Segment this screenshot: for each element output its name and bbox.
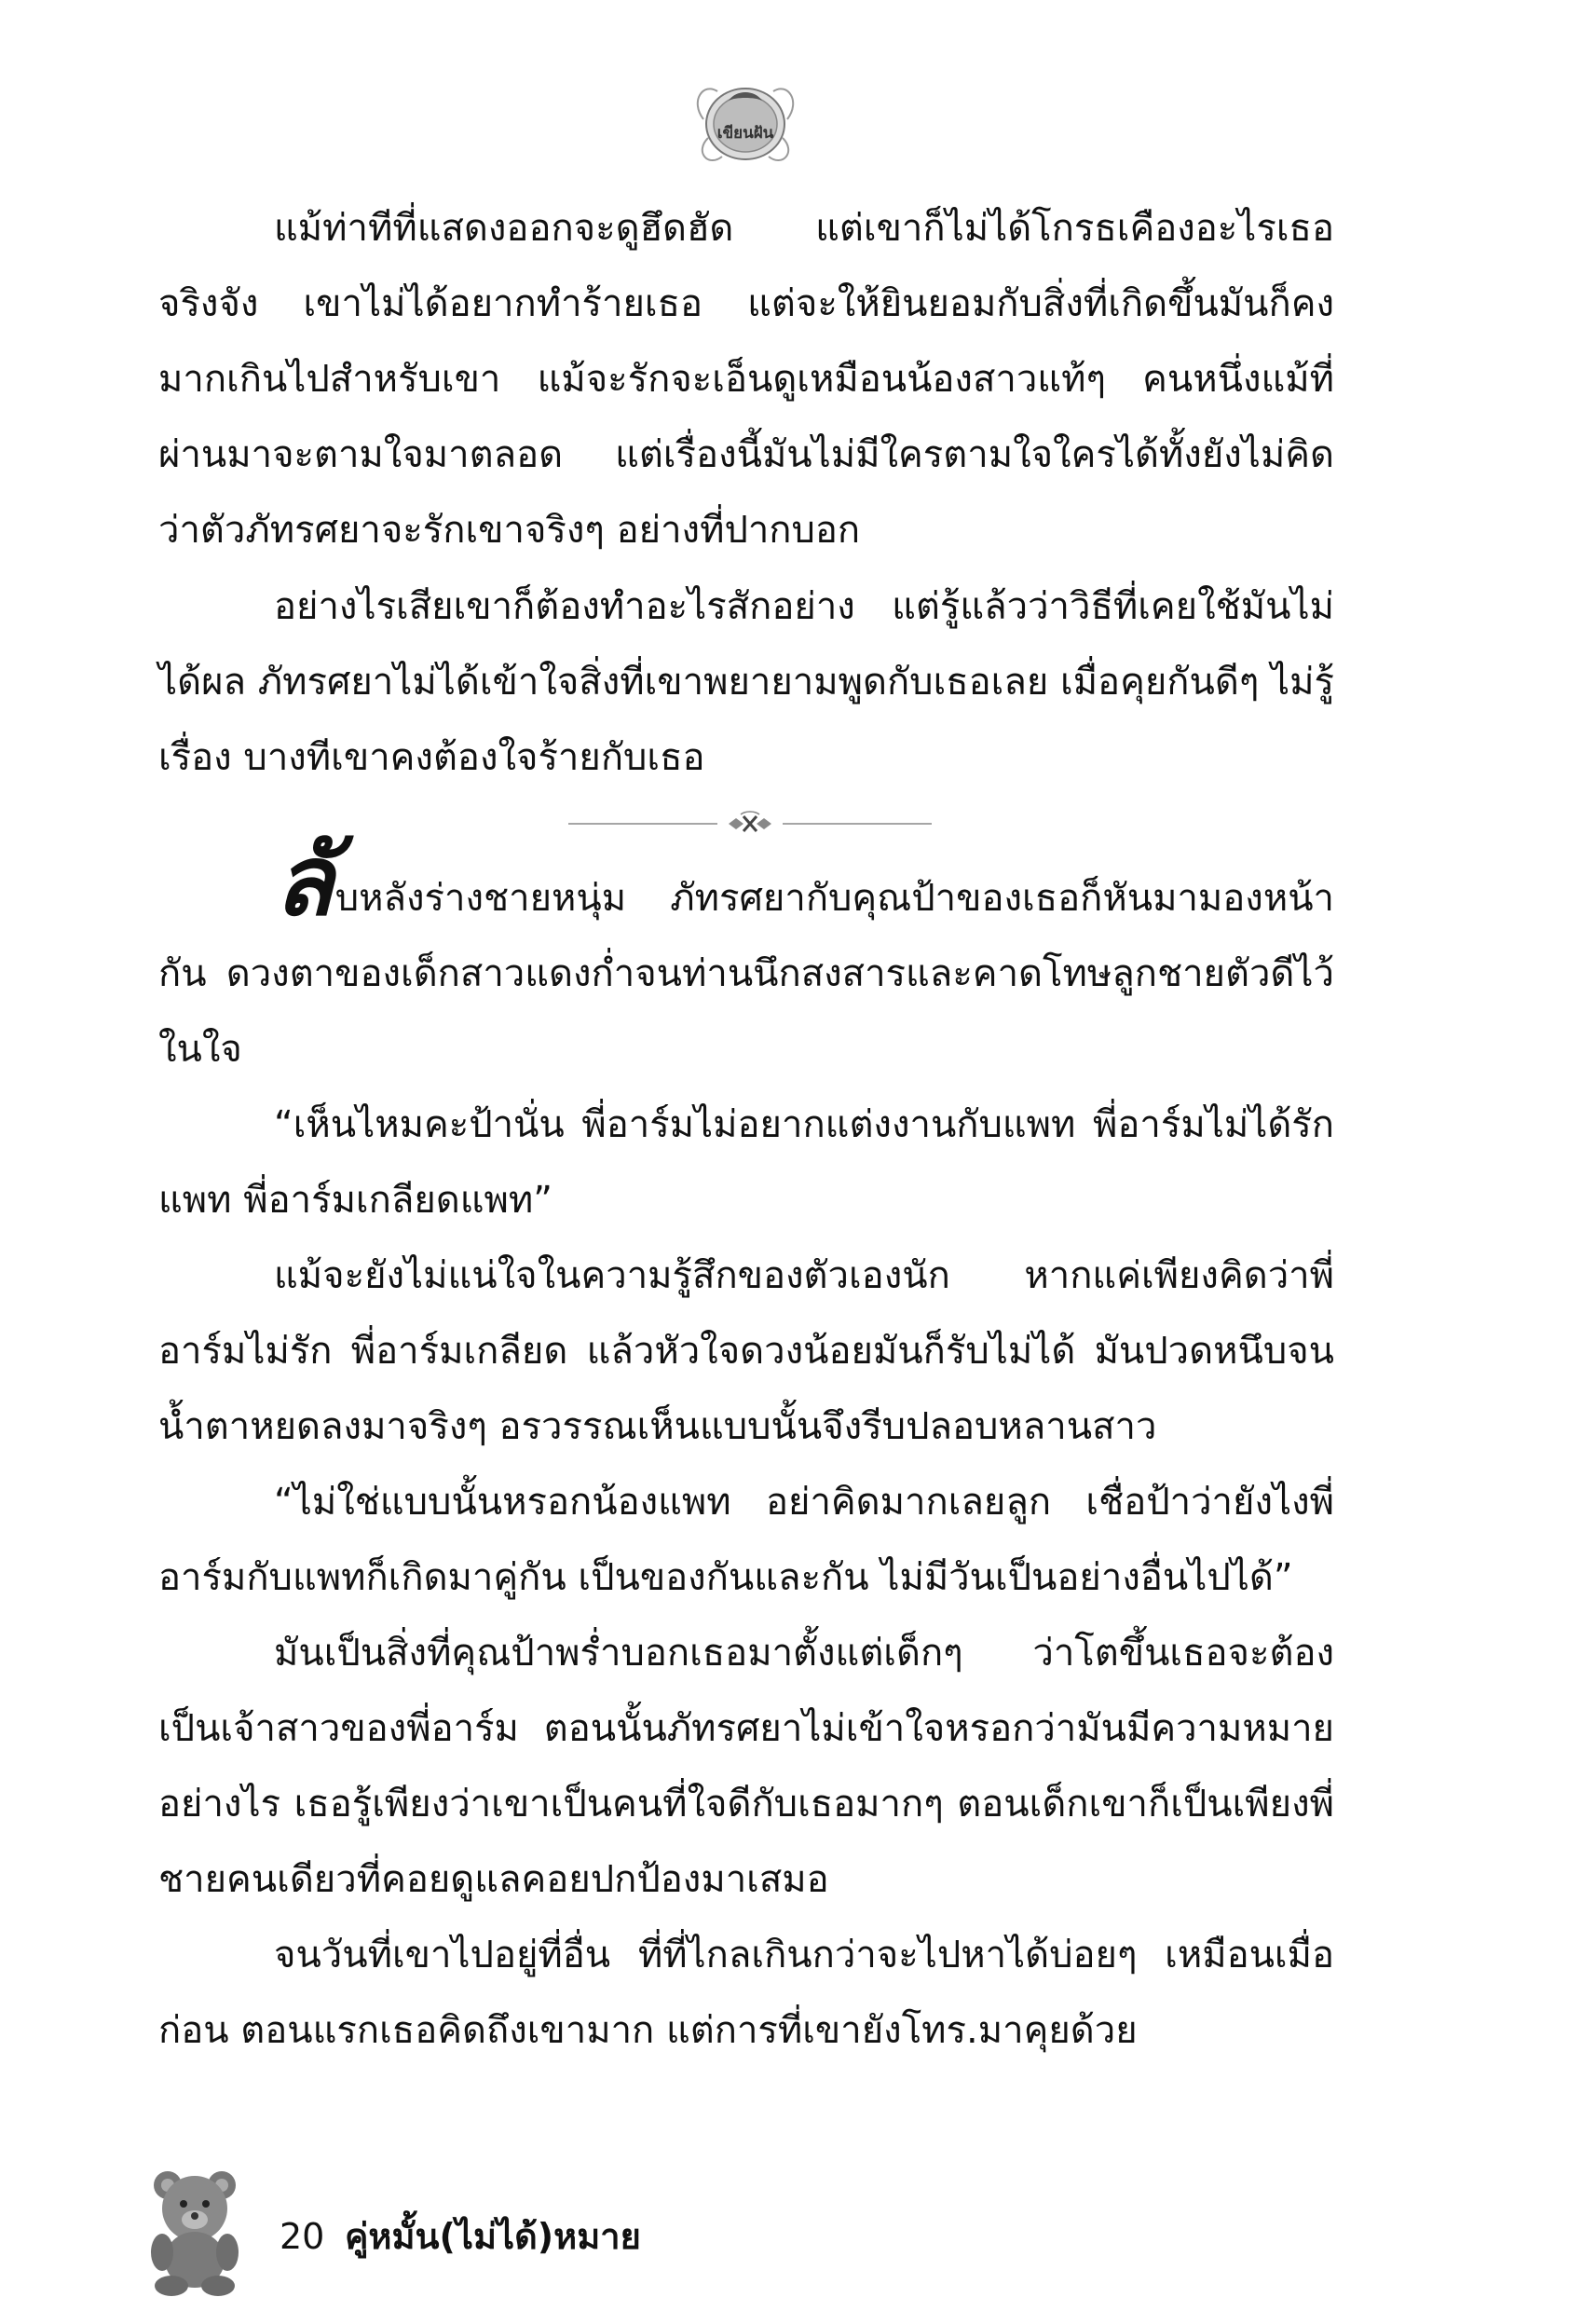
page-number: 20 xyxy=(280,2216,325,2257)
paragraph-text: บหลังร่างชายหนุ่ม ภัทรศยากับคุณป้าของเธอก็หันมามองหน้ากัน ดวงตาของเด็กสาวแดงก่ำจนท่านนึกสงสารและคาดโทษลูกชายตัวดีไว้ในใจ xyxy=(158,877,1334,1071)
paragraph-1 xyxy=(158,191,1334,568)
paragraph-2 xyxy=(158,569,1334,796)
header-ornament-logo xyxy=(685,63,806,175)
running-footer-title: คู่หมั้น(ไม่ได้)หมาย xyxy=(345,2216,641,2257)
paragraph-text: อย่างไรเสียเขาก็ต้องทำอะไรสักอย่าง แต่รู้แล้วว่าวิธีที่เคยใช้มันไม่ได้ผล ภัทรศยาไม่ได้เข้าใจสิ่งที่เขาพยายามพูดกับเธอเลย เมื่อคุยกันดีๆ ไม่รู้เรื่อง บางทีเขาคงต้องใจร้ายกับเธอ xyxy=(158,585,1334,779)
section-divider-ornament xyxy=(568,811,932,837)
paragraph-text: แม้ท่าทีที่แสดงออกจะดูฮึดฮัด แต่เขาก็ไม่ได้โกรธเคืองอะไรเธอจริงจัง เขาไม่ได้อยากทำร้ายเธอ แต่จะให้ยินยอมกับสิ่งที่เกิดขึ้นมันก็คงมากเกินไปสำหรับเขา แม้จะรักจะเอ็นดูเหมือนน้องสาวแท้ๆ คนหนึ่งแม้ที่ผ่านมาจะตามใจมาตลอด แต่เรื่องนี้มันไม่มีใครตามใจใครได้ทั้งยังไม่คิดว่าตัวภัทรศยาจะรักเขาจริงๆ อย่างที่ปากบอก xyxy=(158,207,1334,552)
dialogue-paragraph: “เห็นไหมคะป้านั่น พี่อาร์มไม่อยากแต่งงานกับแพท พี่อาร์มไม่ได้รักแพท พี่อาร์มเกลียดแพท” xyxy=(158,1103,1334,1222)
section-body xyxy=(158,823,1334,2069)
paragraph-text: แม้จะยังไม่แน่ใจในความรู้สึกของตัวเองนัก หากแค่เพียงคิดว่าพี่อาร์มไม่รัก พี่อาร์มเกลียด แล้วหัวใจดวงน้อยมันก็รับไม่ได้ มันปวดหนึบจนน้ำตาหยดลงมาจริงๆ อรวรรณเห็นแบบนั้นจึงรีบปลอบหลานสาว xyxy=(158,1254,1334,1448)
paragraph-text: จนวันที่เขาไปอยู่ที่อื่น ที่ที่ไกลเกินกว่าจะไปหาได้บ่อยๆ เหมือนเมื่อก่อน ตอนแรกเธอคิดถึงเขามาก แต่การที่เขายังโทร.มาคุยด้วย xyxy=(158,1934,1334,2052)
paragraph-text: มันเป็นสิ่งที่คุณป้าพร่ำบอกเธอมาตั้งแต่เด็กๆ ว่าโตขึ้นเธอจะต้องเป็นเจ้าสาวของพี่อาร์ม ตอนนั้นภัทรศยาไม่เข้าใจหรอกว่ามันมีความหมายอย่างไร เธอรู้เพียงว่าเขาเป็นคนที่ใจดีกับเธอมากๆ ตอนเด็กเขาก็เป็นเพียงพี่ชายคนเดียวที่คอยดูแลคอยปกป้องมาเสมอ xyxy=(158,1632,1334,1901)
section-opening-paragraph xyxy=(158,823,1334,1087)
drop-cap: ลั xyxy=(274,823,334,937)
teddy-bear-icon xyxy=(140,2167,250,2297)
dialogue-paragraph: “ไม่ใช่แบบนั้นหรอกน้องแพท อย่าคิดมากเลยลูก เชื่อป้าว่ายังไงพี่อาร์มกับแพทก็เกิดมาคู่กัน เป็นของกันและกัน ไม่มีวันเป็นอย่างอื่นไปได้” xyxy=(158,1481,1334,1599)
logo-lettering: เขียนฝัน xyxy=(716,124,774,143)
